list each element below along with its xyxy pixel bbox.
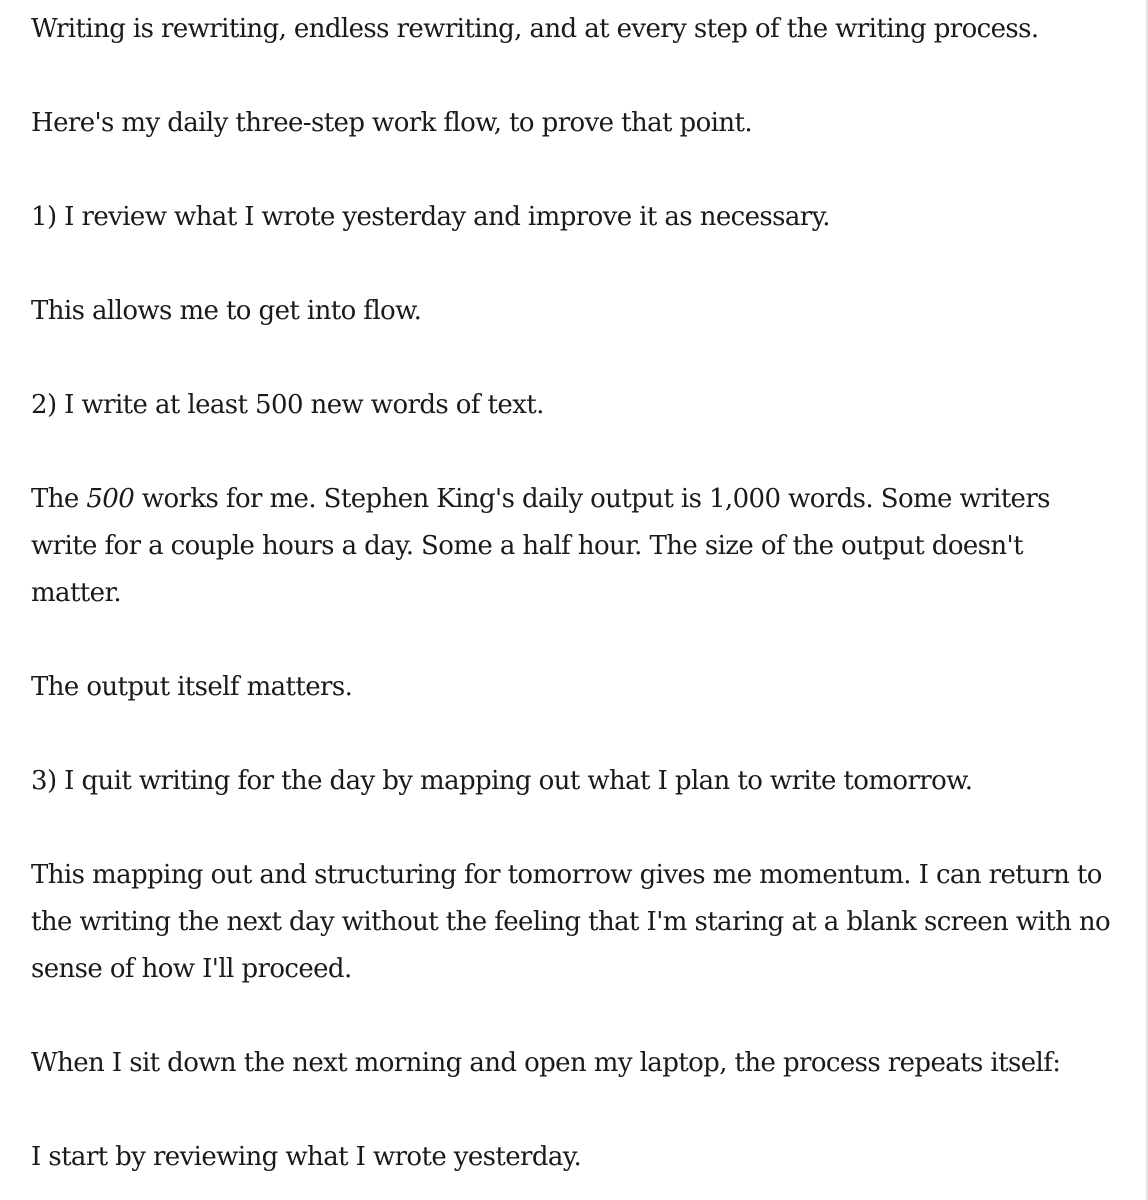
paragraph-step-3: 3) I quit writing for the day by mapping out what I plan to write tomorrow. bbox=[31, 766, 973, 796]
text-before-emphasis: The bbox=[31, 484, 87, 514]
paragraph-step-1-note: This allows me to get into flow. bbox=[31, 296, 422, 326]
paragraph-step-2: 2) I write at least 500 new words of text. bbox=[31, 390, 544, 420]
article-body bbox=[31, 6, 1116, 1181]
paragraph-step-1: 1) I review what I wrote yesterday and improve it as necessary. bbox=[31, 202, 830, 232]
paragraph-next-morning: When I sit down the next morning and open my laptop, the process repeats itself: bbox=[31, 1048, 1061, 1078]
paragraph-step-3-note: This mapping out and structuring for tomorrow gives me momentum. I can return to the writing the next day without the feeling that I'm staring at a blank screen with no sense of how I'll proceed. bbox=[31, 860, 1111, 984]
paragraph-closing: I start by reviewing what I wrote yesterday. bbox=[31, 1142, 582, 1172]
paragraph-step-2-note bbox=[31, 476, 1116, 617]
text-after-emphasis: works for me. Stephen King's daily output is 1,000 words. Some writers write for a couple hours a day. Some a half hour. The size of the output doesn't matter. bbox=[31, 484, 1050, 608]
paragraph-workflow-intro: Here's my daily three-step work flow, to prove that point. bbox=[31, 108, 752, 138]
emphasis-500: 500 bbox=[86, 484, 135, 514]
paragraph-output-matters: The output itself matters. bbox=[31, 672, 353, 702]
paragraph-intro: Writing is rewriting, endless rewriting, and at every step of the writing process. bbox=[31, 14, 1039, 44]
